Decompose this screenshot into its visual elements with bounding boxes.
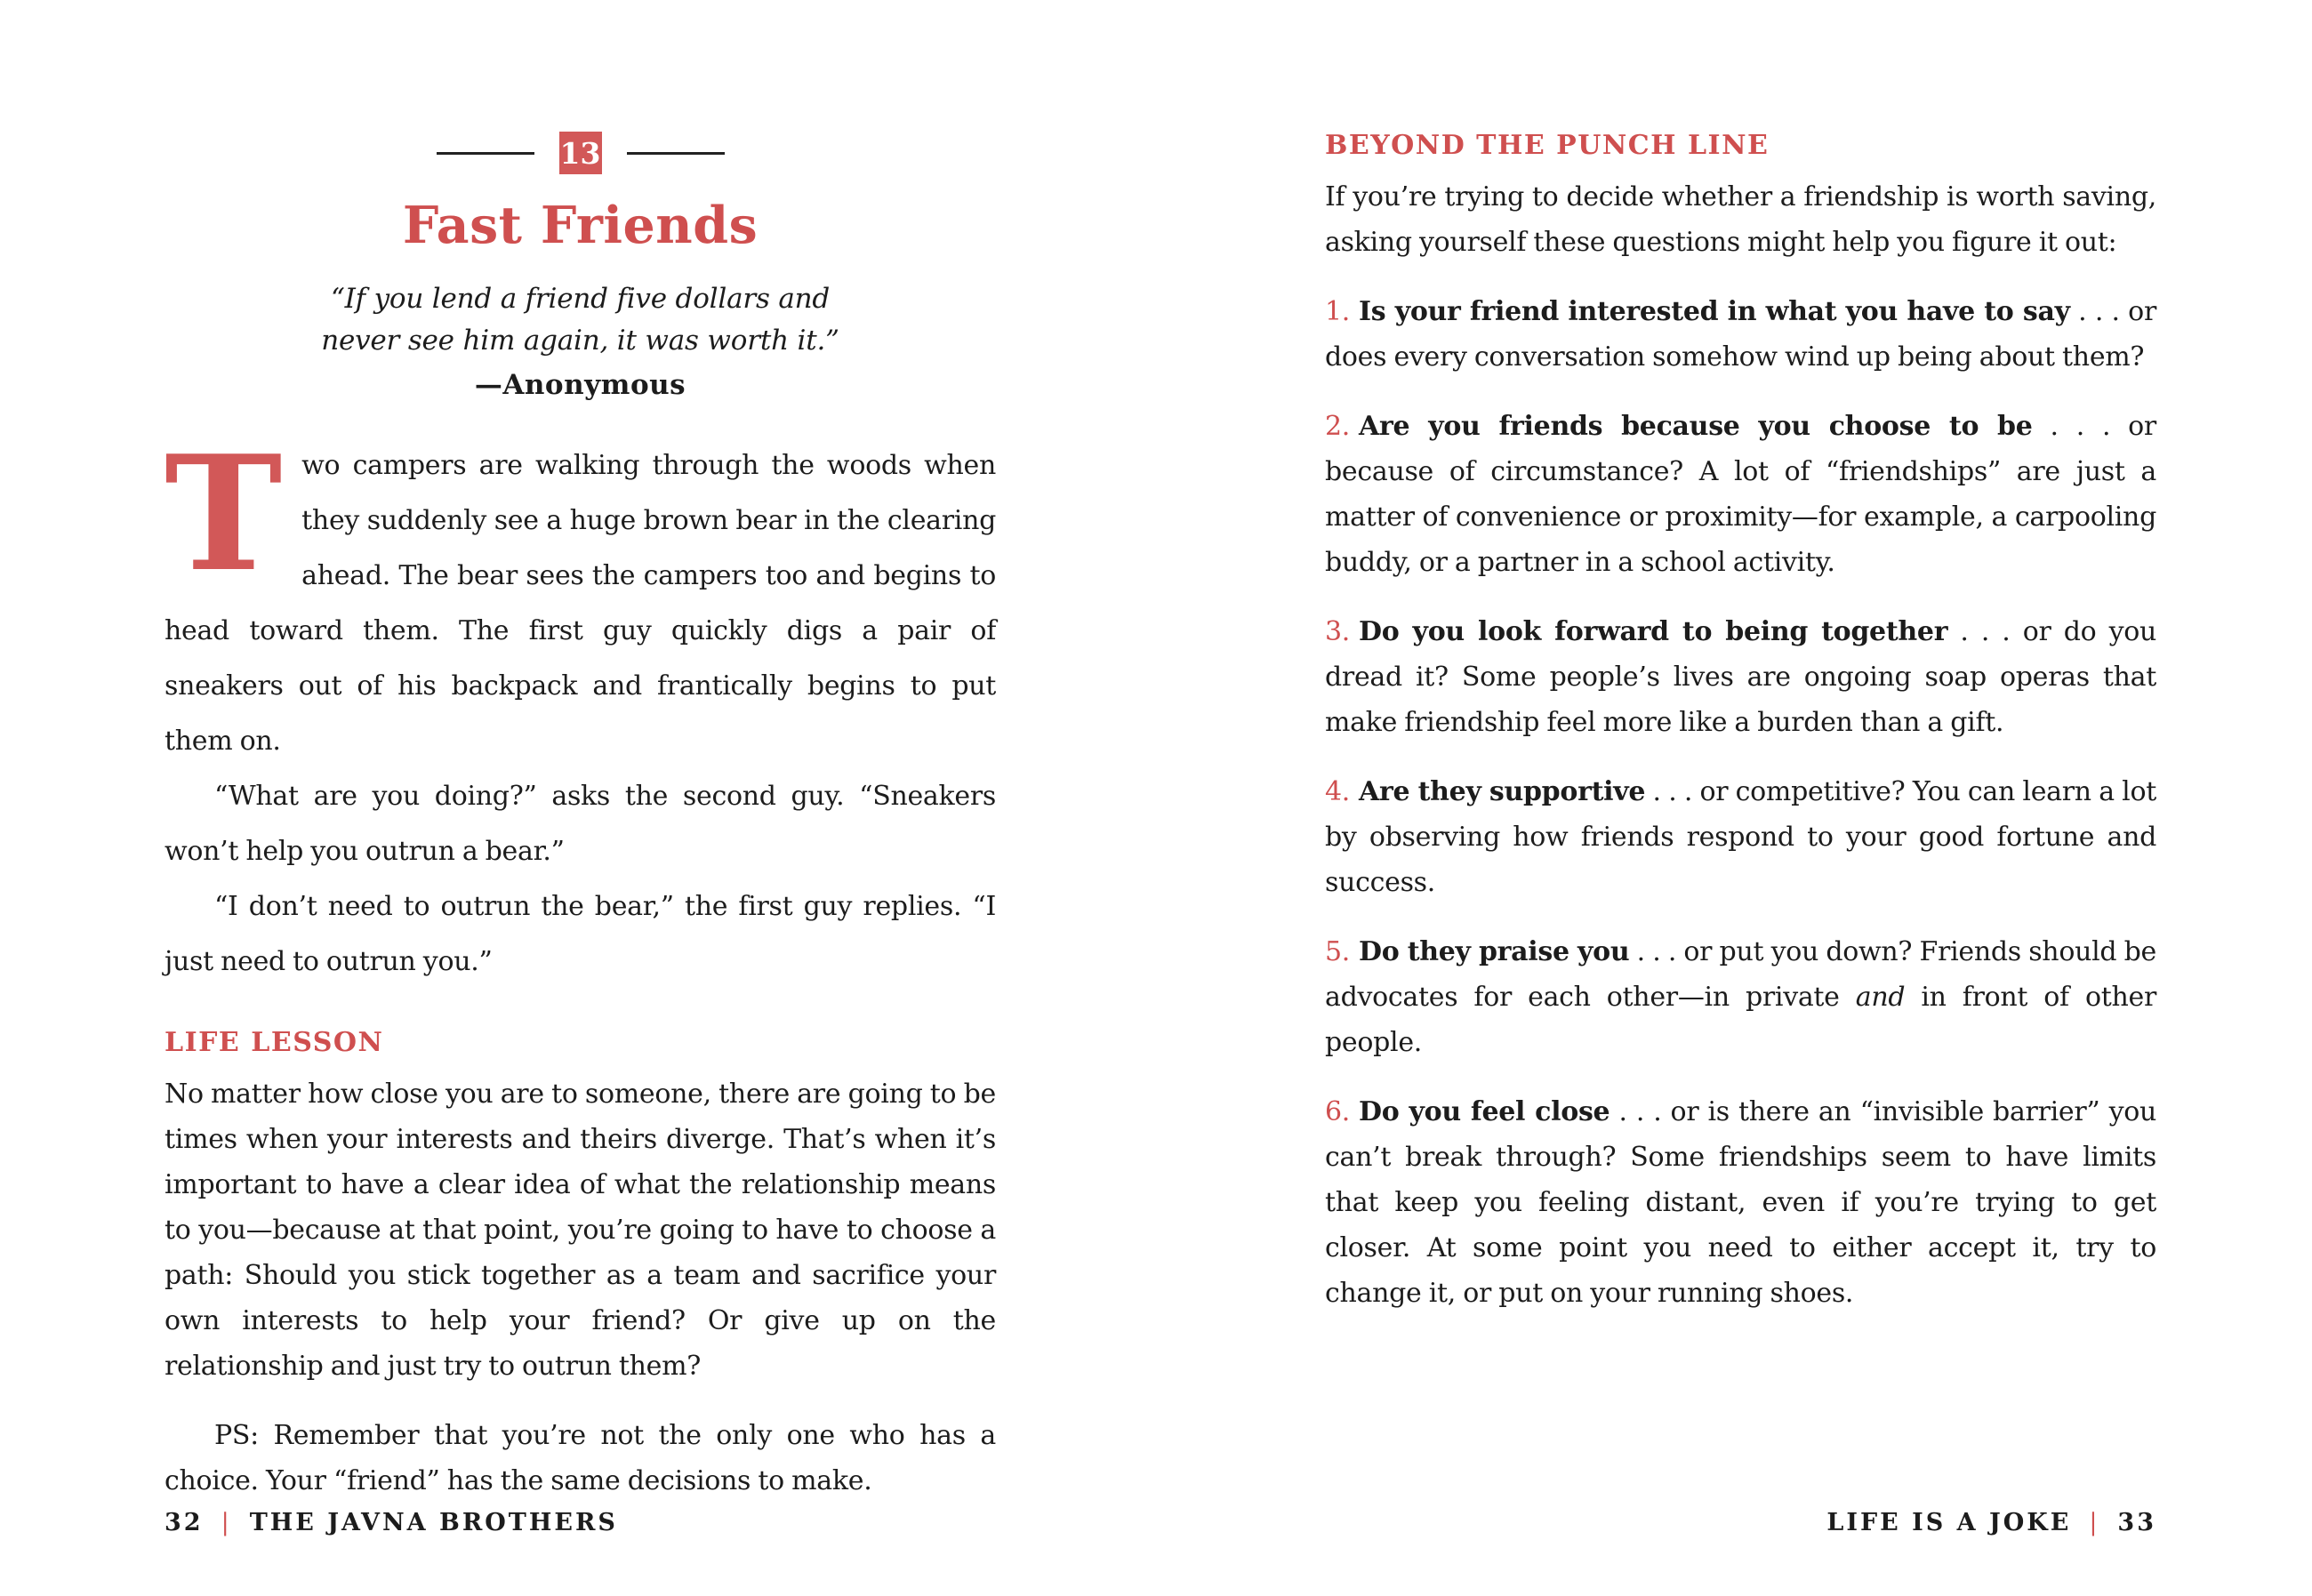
left-page: [165, 0, 996, 1504]
epigraph-line-1: “If you lend a friend five dollars and: [330, 283, 831, 315]
item-text: in front of other people.: [1325, 982, 2157, 1058]
item-number: 1.: [1325, 296, 1351, 327]
left-page-number: 32: [165, 1509, 204, 1536]
item-text: . . . or do you dread it? Some people’s lives are ongoing soap operas that make friendship feel more like a burden than a gift.: [1325, 616, 2157, 738]
item-lead: Are they supportive: [1359, 776, 1646, 807]
item-lead: Do you look forward to being together: [1359, 616, 1948, 647]
item-number: 5.: [1325, 936, 1351, 967]
item-number: 2.: [1325, 411, 1351, 442]
ornament-right-rule: [627, 152, 725, 155]
joke-paragraph-1: [165, 421, 996, 769]
list-item-5: [1325, 929, 2156, 1065]
chapter-number-badge: 13: [559, 132, 602, 174]
ornament-left-rule: [437, 152, 534, 155]
right-page-number: 33: [2117, 1509, 2156, 1536]
chapter-ornament: [165, 0, 996, 174]
item-text: . . . or because of circumstance? A lot of “friendships” are just a matter of convenience or proximity—for example, a carpooling buddy, or a partner in a school activity.: [1325, 411, 2156, 578]
intro-paragraph: If you’re trying to decide whether a friendship is worth saving, asking yourself these questions might help you figure it out:: [1325, 181, 2156, 258]
epigraph-attribution: —Anonymous: [474, 369, 686, 401]
life-lesson-paragraph-1: No matter how close you are to someone, there are going to be times when your interests and theirs diverge. That’s when it’s important to have a clear idea of what the relationship means to you—because at that point, you’re going to have to choose a path: Should you stick together as a team and sacrifice your own interests to help your friend? Or give up on the relationship and just try to outrun them?: [165, 1079, 996, 1382]
list-item-2: [1325, 404, 2156, 585]
chapter-title: Fast Friends: [402, 196, 759, 255]
right-footer-text: LIFE IS A JOKE: [1826, 1509, 2072, 1536]
life-lesson-heading: LIFE LESSON: [165, 1027, 384, 1058]
left-page-footer: [165, 1509, 618, 1536]
item-lead: Do you feel close: [1359, 1096, 1610, 1127]
item-text: . . . or is there an “invisible barrier” you can’t break through? Some friendships seem to have limits that keep you feeling distant, even if you’re trying to get closer. At some point you need to either accept it, try to change it, or put on your running shoes.: [1325, 1096, 2157, 1309]
joke-paragraph-3: “I don’t need to outrun the bear,” the first guy replies. “I just need to outrun you.”: [165, 891, 996, 977]
item-lead: Is your friend interested in what you have to say: [1359, 296, 2070, 327]
drop-cap: T: [165, 421, 283, 606]
list-item-1: [1325, 289, 2156, 380]
footer-separator: |: [221, 1509, 232, 1536]
right-page-footer: [1826, 1509, 2156, 1536]
joke-paragraph-1-text: wo campers are walking through the woods when they suddenly see a huge brown bear in the clearing ahead. The bear sees the campers too and begins to head toward them. The first guy quickly digs a pair of sneakers out of his backpack and frantically begins to put them on.: [165, 450, 996, 757]
item-lead: Are you friends because you choose to be: [1359, 411, 2033, 442]
right-page: [1325, 0, 2156, 1316]
list-item-6: [1325, 1089, 2156, 1316]
footer-separator: |: [2089, 1509, 2100, 1536]
beyond-punchline-heading: BEYOND THE PUNCH LINE: [1325, 130, 1770, 161]
item-number: 6.: [1325, 1096, 1351, 1127]
item-text: . . . or put you down? Friends should be advocates for each other—in private: [1325, 936, 2156, 1013]
item-text: . . . or does every conversation somehow wind up being about them?: [1325, 296, 2156, 373]
list-item-4: [1325, 769, 2156, 905]
joke-paragraph-2: “What are you doing?” asks the second guy. “Sneakers won’t help you outrun a bear.”: [165, 781, 996, 867]
item-text: . . . or competitive? You can learn a lot by observing how friends respond to your good fortune and success.: [1325, 776, 2156, 898]
epigraph: [165, 278, 996, 406]
left-footer-text: THE JAVNA BROTHERS: [249, 1509, 618, 1536]
item-italic-word: and: [1855, 982, 1906, 1013]
item-number: 4.: [1325, 776, 1351, 807]
list-item-3: [1325, 609, 2156, 745]
item-number: 3.: [1325, 616, 1351, 647]
item-lead: Do they praise you: [1359, 936, 1630, 967]
life-lesson-paragraph-2: PS: Remember that you’re not the only one who has a choice. Your “friend” has the same decisions to make.: [165, 1420, 996, 1496]
epigraph-line-2: never see him again, it was worth it.”: [321, 325, 839, 357]
